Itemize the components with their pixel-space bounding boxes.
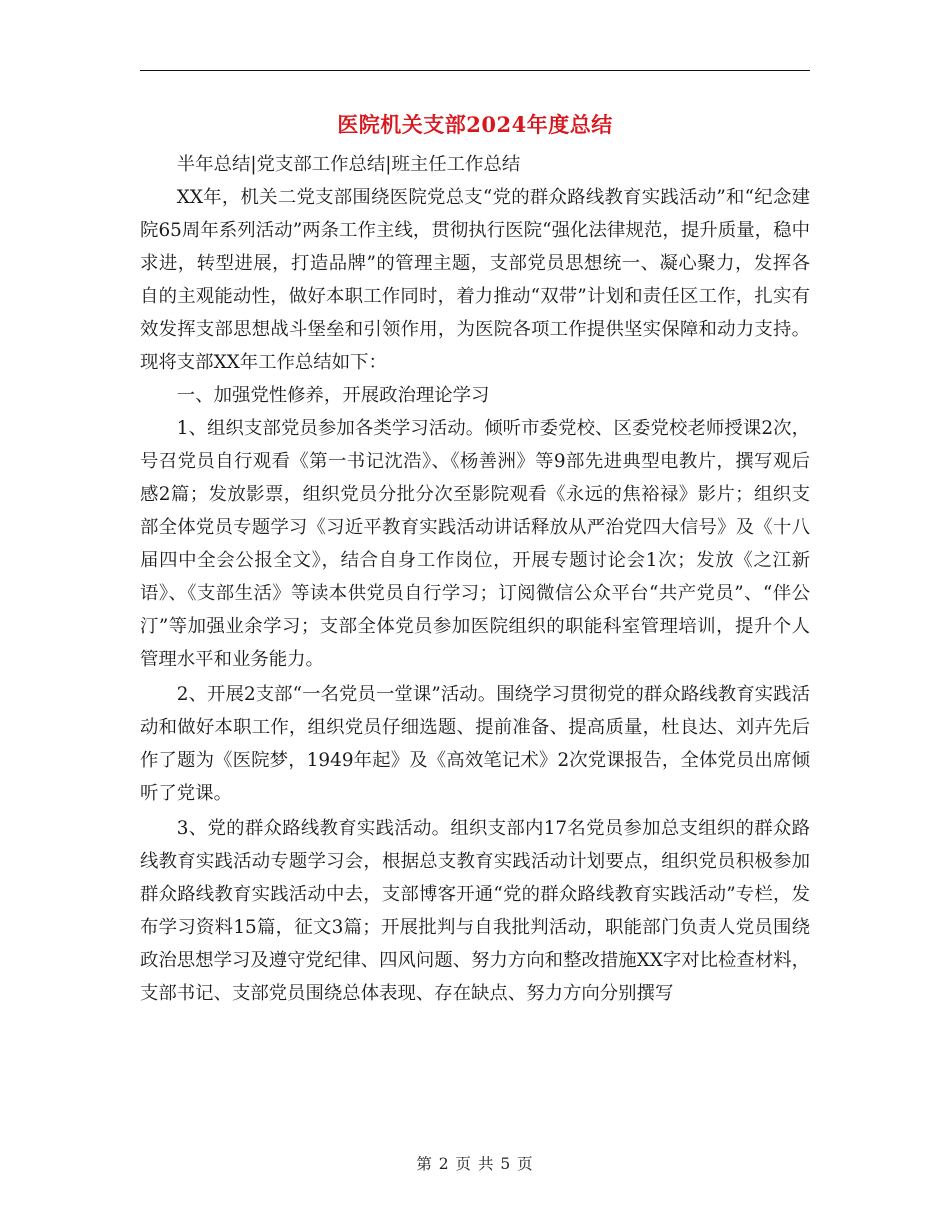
paragraph-item-2: 2、开展2支部“一名党员一堂课”活动。围绕学习贯彻党的群众路线教育实践活动和做好本职工作，组织党员仔细选题、提前准备、提高质量，杜良达、刘卉先后作了题为《医院梦，1949年起》及《高效笔记术》2次党课报告，全体党员出席倾听了党课。 — [140, 684, 810, 804]
paragraph-item-1: 1、组织支部党员参加各类学习活动。倾听市委党校、区委党校老师授课2次，号召党员自行观看《第一书记沈浩》、《杨善洲》等9部先进典型电教片，撰写观后感2篇；发放影票，组织党员分批分次至影院观看《永远的焦裕禄》影片；组织支部全体党员专题学习《习近平教育实践活动讲话释放从严治党四大信号》及《十八届四中全会公报全文》，结合自身工作岗位，开展专题讨论会1次；发放《之江新语》、《支部生活》等读本供党员自行学习；订阅微信公众平台“共产党员”、“伴公汀”等加强业余学习；支部全体党员参加医院组织的职能科室管理培训，提升个人管理水平和业务能力。 — [140, 418, 810, 670]
paragraph-item-3: 3、党的群众路线教育实践活动。组织支部内17名党员参加总支组织的群众路线教育实践活动专题学习会，根据总支教育实践活动计划要点，组织党员积极参加群众路线教育实践活动中去，支部博客开通“党的群众路线教育实践活动”专栏，发布学习资料15篇，征文3篇；开展批判与自我批判活动，职能部门负责人党员围绕政治思想学习及遵守党纪律、四风问题、努力方向和整改措施XX字对比检查材料，支部书记、支部党员围绕总体表现、存在缺点、努力方向分别撰写 — [140, 818, 810, 1004]
section-heading: 一、加强党性修养，开展政治理论学习 — [176, 385, 490, 406]
page-number: 第 2 页 共 5 页 — [416, 1155, 534, 1173]
tags-line: 半年总结|党支部工作总结|班主任工作总结 — [176, 154, 521, 175]
document-body — [140, 148, 810, 1010]
paragraph-intro: XX年，机关二党支部围绕医院党总支“党的群众路线教育实践活动”和“纪念建院65周年系列活动”两条工作主线，贯彻执行医院“强化法律规范，提升质量，稳中求进，转型进展，打造品牌”的管理主题，支部党员思想统一、凝心聚力，发挥各自的主观能动性，做好本职工作同时，着力推动“双带”计划和责任区工作，扎实有效发挥支部思想战斗堡垒和引领作用，为医院各项工作提供坚实保障和动力支持。现将支部XX年工作总结如下： — [140, 187, 810, 373]
document-title: 医院机关支部2024年度总结 — [337, 112, 613, 137]
header-rule — [140, 70, 810, 71]
